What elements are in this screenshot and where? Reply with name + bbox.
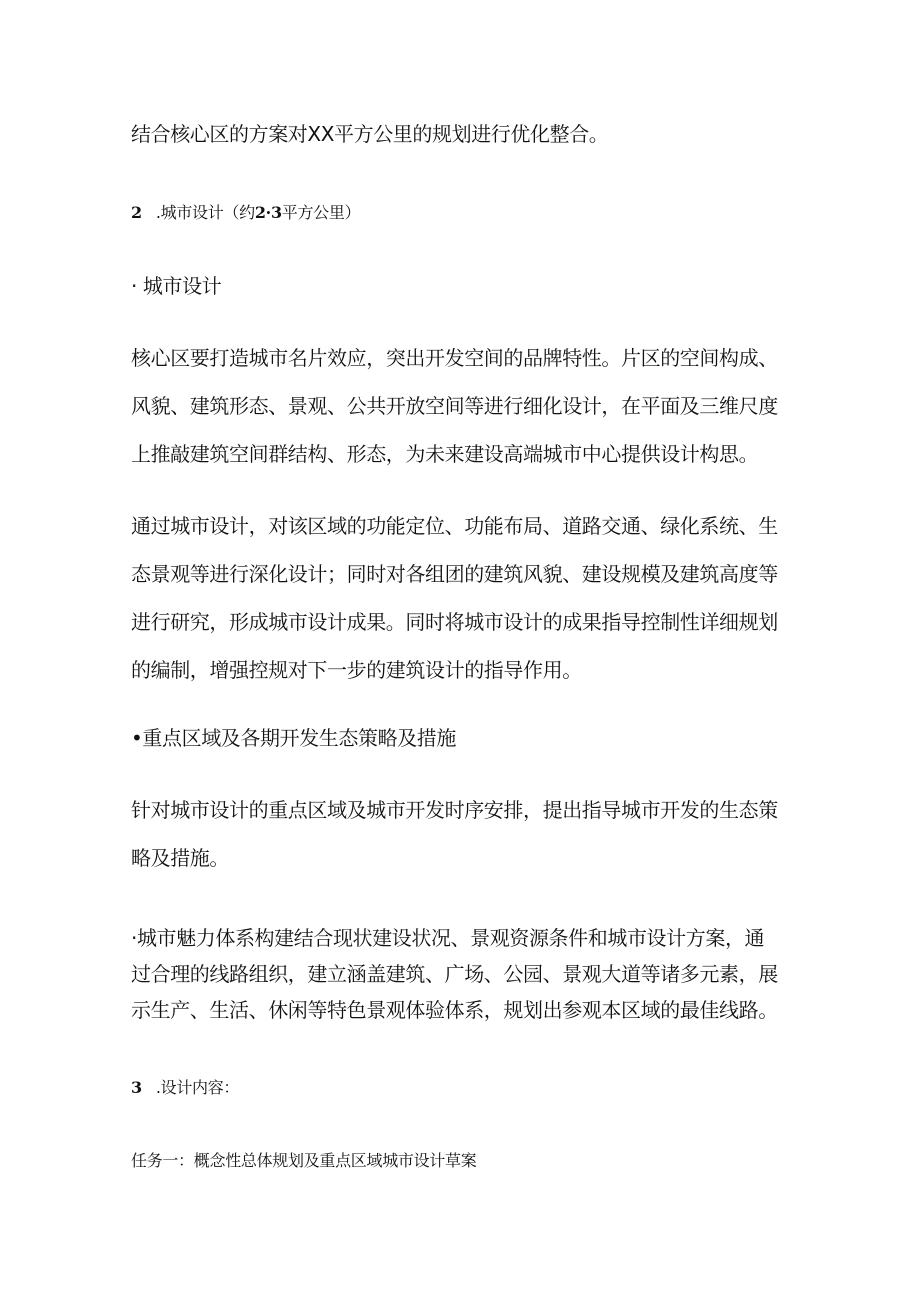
paragraph-line: 的编制，增强控规对下一步的建筑设计的指导作用。 bbox=[131, 658, 582, 682]
paragraph-line: 过合理的线路组织，建立涵盖建筑、广场、公园、景观大道等诸多元素，展 bbox=[131, 962, 778, 986]
section-2-number: 2 bbox=[131, 203, 142, 222]
section-2-title-a: .城市设计（约 bbox=[155, 203, 255, 222]
section-2-title-b: 平方公里） bbox=[281, 203, 361, 222]
paragraph-line: 通过城市设计，对该区域的功能定位、功能布局、道路交通、绿化系统、生 bbox=[131, 514, 778, 538]
paragraph-line: ·城市魅力体系构建结合现状建设状况、景观资源条件和城市设计方案，通 bbox=[131, 926, 765, 950]
paragraph-line: 态景观等进行深化设计；同时对各组团的建筑风貌、建设规模及建筑高度等 bbox=[131, 562, 778, 586]
paragraph-line: 示生产、生活、休闲等特色景观体验体系，规划出参观本区域的最佳线路。 bbox=[131, 998, 778, 1022]
paragraph-line: 进行研究，形成城市设计成果。同时将城市设计的成果指导控制性详细规划 bbox=[131, 610, 778, 634]
section-3-number: 3 bbox=[131, 1078, 142, 1097]
section-2-heading bbox=[131, 203, 360, 223]
section-3-title: .设计内容： bbox=[155, 1078, 240, 1097]
paragraph-line: 核心区要打造城市名片效应，突出开发空间的品牌特性。片区的空间构成、 bbox=[131, 346, 778, 370]
paragraph-line: 针对城市设计的重点区域及城市开发时序安排，提出指导城市开发的生态策 bbox=[131, 798, 778, 822]
paragraph-line: 上推敲建筑空间群结构、形态，为未来建设高端城市中心提供设计构思。 bbox=[131, 442, 759, 466]
bullet-eco-strategy: •重点区域及各期开发生态策略及措施 bbox=[131, 726, 456, 750]
paragraph-line: 风貌、建筑形态、景观、公共开放空间等进行细化设计，在平面及三维尺度 bbox=[131, 394, 778, 418]
section-2-title-num: 2·3 bbox=[254, 203, 282, 222]
section-3-heading bbox=[131, 1078, 239, 1098]
task-1-line: 任务一：概念性总体规划及重点区域城市设计草案 bbox=[131, 1151, 477, 1170]
intro-line: 结合核心区的方案对XX平方公里的规划进行优化整合。 bbox=[131, 122, 609, 146]
paragraph-line: 略及措施。 bbox=[131, 846, 229, 870]
bullet-urban-design: · 城市设计 bbox=[131, 274, 222, 298]
